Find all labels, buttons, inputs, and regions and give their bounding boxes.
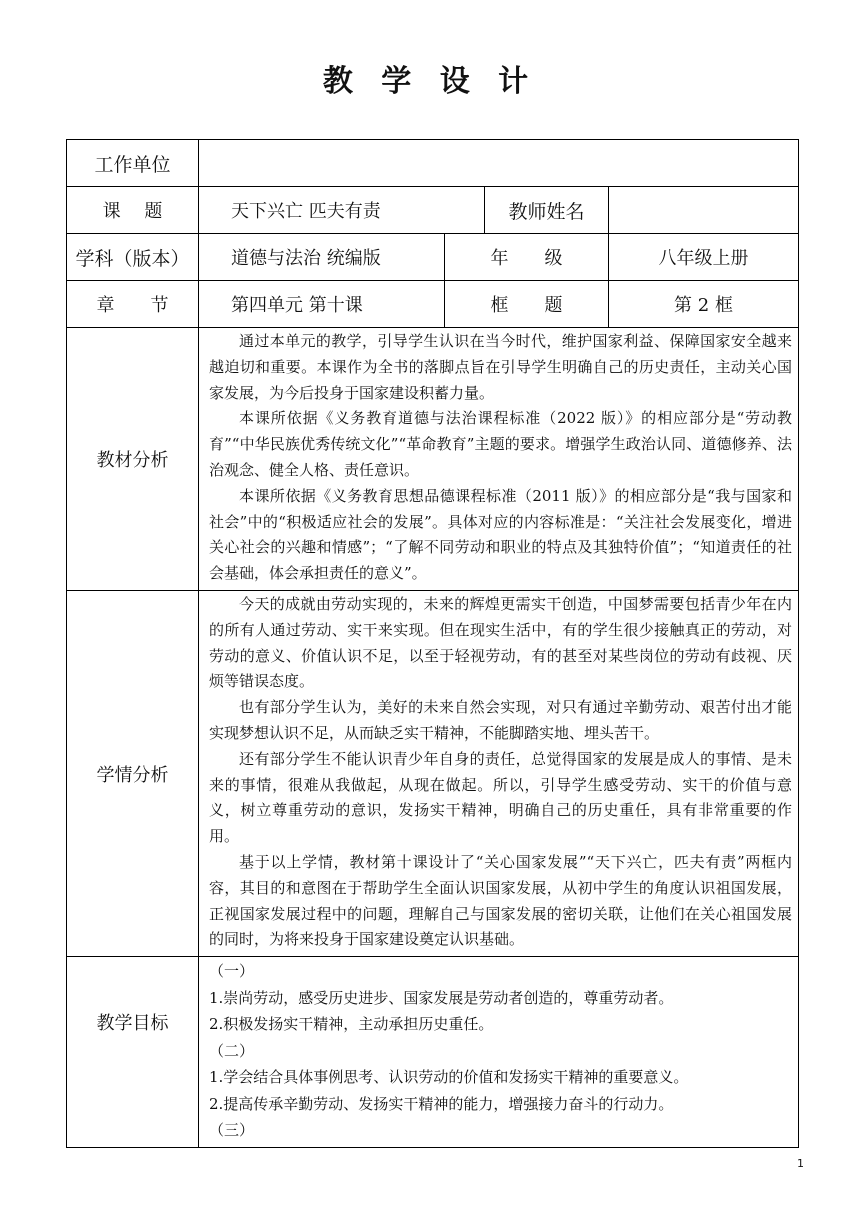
student-paragraph: 今天的成就由劳动实现的，未来的辉煌更需实干创造，中国梦需要包括青少年在内的所有人通过劳动、实干来实现。但在现实生活中，有的学生很少接触真正的劳动，对劳动的意义、价值认识不足，以至于轻视劳动，有的甚至对某些岗位的劳动有歧视、厌烦等错误态度。 bbox=[209, 594, 792, 691]
goal-line: 1.崇尚劳动，感受历史进步、国家发展是劳动者创造的，尊重劳动者。 bbox=[209, 988, 674, 1007]
row-topic bbox=[67, 187, 799, 234]
teacher-name-value[interactable] bbox=[609, 187, 799, 234]
student-paragraph: 也有部分学生认为，美好的未来自然会实现，对只有通过辛勤劳动、艰苦付出才能实现梦想认识不足，从而缺乏实干精神，不能脚踏实地、埋头苦干。 bbox=[209, 698, 792, 742]
material-paragraph: 通过本单元的教学，引导学生认识在当今时代，维护国家利益、保障国家安全越来越迫切和重要。本课作为全书的落脚点旨在引导学生明确自己的历史责任，主动关心国家发展，为今后投身于国家建设积蓄力量。 bbox=[209, 332, 792, 402]
row-chapter bbox=[67, 281, 799, 328]
row-teaching-goals bbox=[67, 957, 799, 1148]
lesson-plan-table bbox=[66, 139, 799, 1148]
student-paragraph: 还有部分学生不能认识青少年自身的责任，总觉得国家的发展是成人的事情、是未来的事情，很难从我做起，从现在做起。所以，引导学生感受劳动、实干的价值与意义，树立尊重劳动的意识，发扬实干精神，明确自己的历史重任，具有非常重要的作用。 bbox=[209, 749, 792, 846]
student-analysis-label: 学情分析 bbox=[67, 590, 199, 956]
student-analysis-content[interactable] bbox=[199, 590, 799, 956]
frame-label: 框 题 bbox=[445, 281, 609, 328]
row-work-unit bbox=[67, 140, 799, 187]
subject-label: 学科（版本） bbox=[67, 234, 199, 281]
chapter-label: 章 节 bbox=[67, 281, 199, 328]
subject-value[interactable]: 道德与法治 统编版 bbox=[199, 234, 445, 281]
grade-value[interactable]: 八年级上册 bbox=[609, 234, 799, 281]
goal-line: （二） bbox=[209, 1041, 255, 1060]
goal-line: 2.提高传承辛勤劳动、发扬实干精神的能力，增强接力奋斗的行动力。 bbox=[209, 1094, 674, 1113]
material-paragraph: 本课所依据《义务教育道德与法治课程标准（2022 版）》的相应部分是“劳动教育”“中华民族优秀传统文化”“革命教育”主题的要求。增强学生政治认同、道德修养、法治观念、健全人格、责任意识。 bbox=[209, 409, 792, 479]
row-material-analysis bbox=[67, 328, 799, 591]
teaching-goals-content[interactable] bbox=[199, 957, 799, 1148]
row-subject bbox=[67, 234, 799, 281]
grade-label: 年 级 bbox=[445, 234, 609, 281]
goal-line: （三） bbox=[209, 1121, 255, 1140]
material-analysis-label: 教材分析 bbox=[67, 328, 199, 591]
page-number: 1 bbox=[797, 1157, 804, 1170]
work-unit-label: 工作单位 bbox=[67, 140, 199, 187]
material-paragraph: 本课所依据《义务教育思想品德课程标准（2011 版）》的相应部分是“我与国家和社会”中的“积极适应社会的发展”。具体对应的内容标准是：“关注社会发展变化，增进关心社会的兴趣和情感”；“了解不同劳动和职业的特点及其独特价值”；“知道责任的社会基础，体会承担责任的意义”。 bbox=[209, 486, 792, 583]
row-student-analysis bbox=[67, 590, 799, 956]
student-paragraph: 基于以上学情，教材第十课设计了“关心国家发展”“天下兴亡，匹夫有责”两框内容，其目的和意图在于帮助学生全面认识国家发展，从初中学生的角度认识祖国发展，正视国家发展过程中的问题，理解自己与国家发展的密切关联，让他们在关心祖国发展的同时，为将来投身于国家建设奠定认识基础。 bbox=[209, 852, 792, 949]
goal-line: （一） bbox=[209, 962, 255, 981]
goal-line: 2.积极发扬实干精神，主动承担历史重任。 bbox=[209, 1015, 494, 1034]
chapter-value[interactable]: 第四单元 第十课 bbox=[199, 281, 445, 328]
topic-value[interactable]: 天下兴亡 匹夫有责 bbox=[199, 187, 485, 234]
document-title: 教 学 设 计 bbox=[322, 64, 538, 99]
topic-label: 课 题 bbox=[67, 187, 199, 234]
material-analysis-content[interactable] bbox=[199, 328, 799, 591]
goal-line: 1.学会结合具体事例思考、认识劳动的价值和发扬实干精神的重要意义。 bbox=[209, 1068, 689, 1087]
teaching-goals-label: 教学目标 bbox=[67, 957, 199, 1148]
frame-value[interactable]: 第 2 框 bbox=[609, 281, 799, 328]
work-unit-value[interactable] bbox=[199, 140, 799, 187]
teacher-name-label: 教师姓名 bbox=[485, 187, 609, 234]
